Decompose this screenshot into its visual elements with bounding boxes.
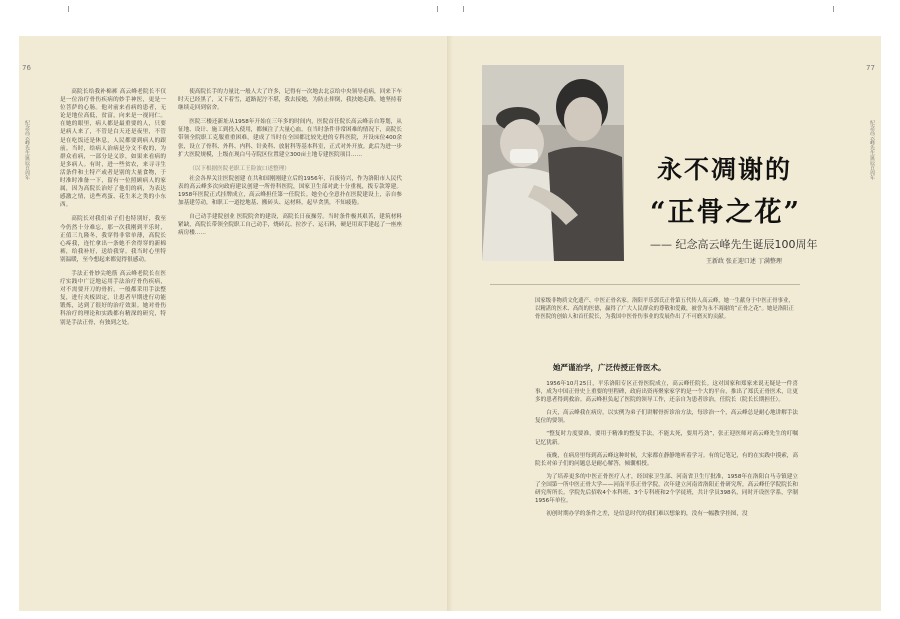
paragraph: 高院长给我补棉裤 高云峰老院长不仅是一位治疗骨伤疾病的妙手神医，更是一位菩萨的心肠。他对前来看病的患者，无论是地位高低，贫富，向来是一视同仁。在她的眼里，病人都是最重要的人，只要是病人来了，不管是白天还是夜里，不管是在吃饭还是休息，人民都要到病人的跟前。当时，给病人治病是分文不收的，为群众看病，一部分是义诊，如果来看病的是多病人。有时，进一些贫农，来寻寻生活条件和土特产或者是别的大量食物，于时准时准备一下，留有一位照顾病人的家属，因为高院长治好了他们的病，为表达感激之情，送些鸡蛋、花生米之类的小东西。 <box>60 89 166 209</box>
paragraph: 夜晚，在病房里每到高云峰这种时候，大家都在静静地听着学习。有的记笔记，有的在实践中摸索，高院长对弟子们的问题总是耐心解答，倾囊相授。 <box>535 452 798 467</box>
article-title-line-2: “正骨之花” <box>650 197 802 228</box>
paragraph: 白天，高云峰我在病房，以实例为弟子们讲解骨折诊治方法，每诊治一个，高云峰总是耐心地讲解手法复位的要领。 <box>535 410 798 425</box>
article-subtitle: —— 纪念高云峰先生诞辰100周年 <box>650 238 818 251</box>
paragraph: 1956年10月25日，平乐洛阳专区正骨医院成立，高云峰任院长。这对国家和郑家来说无疑是一件喜事，成为中国正骨史上重要的里程碑，政府出资再聚家家学的是一个大的平台，推出了郑氏正骨医术，让更多的患者得到救治。高云峰担负起了医院的领导工作，还亲自为患者诊治，任院长（院长长期担任）。 <box>535 381 798 404</box>
right-column <box>535 380 798 592</box>
author-credit: 王新政 张正迎口述 丁满整理 <box>706 258 782 265</box>
paragraph: 手法正骨妙尖绝筋 高云峰老院长在医疗实践中广泛地运用手法治疗骨伤疾病，对不需要开刀的骨折，一般都采用手法整复，进行夹板固定，让患者早期进行功能锻炼，达到了很好的治疗效果。她对骨伤科治疗的理论和实践都有精深的研究，特别是手法正骨，有独到之处。 <box>60 270 166 326</box>
paragraph: 社会各界关注医院创建 在共和国刚刚建立后的1956年，百废待兴，作为洛阳市人民代表的高云峰多次向政府建议创建一所骨科医院，国家卫生部对此十分重视，拨专款筹建。1958年医院正式挂牌成立，高云峰担任第一任院长。她全心全意扑在医院建设上，亲自参加基建劳动，和职工一道挖地基、搬砖头、运材料，起早贪黑，不知疲倦。 <box>178 175 402 207</box>
paragraph: 自己动手建院创业 医院院舍的建设，高院长日夜操劳。当时条件极其艰苦，建筑材料紧缺，高院长带领全院职工自己动手，烧砖瓦、拉沙子、运石料，硬是用双手建起了一座座病房楼…… <box>178 214 402 237</box>
paragraph: 医院三楼还新址从1958年开始在三年多的时间内，医院首任院长高云峰亲自筹划，从征地、设计、施工到投入使用，都倾注了大量心血。在当时条件非常困难的情况下，高院长带领全院职工克服重重困难，建成了当时在全国都比较先进的专科医院，开设床位400余张，设立了骨科、外科、内科、针灸科、放射科等基本科室，正式对外开放。此后为进一步扩大医院规模，上级在现白马寺院区位置建立300亩土地专建医院项目…… <box>178 119 402 158</box>
intro-lead: 国家级非物质文化遗产、中医正骨名家。洛阳平乐郭氏正骨第五代传人高云峰，她一生献身于中医正骨事业，以精湛的医术、高尚的医德，赢得了广大人民群众的尊敬和爱戴，被誉为永不凋谢的“正骨之花”。她是洛阳正骨医院的创始人和首任院长，为我国中医骨伤事业的发展作出了不可磨灭的贡献。 <box>535 298 794 320</box>
spine-shadow <box>447 36 453 611</box>
source-note: （以下根据医院老职工王险波口述整理） <box>189 165 290 172</box>
right-page-number: 77 <box>866 64 875 72</box>
left-page-number: 76 <box>22 64 31 72</box>
article-title-line-1: 永不凋谢的 <box>657 155 793 184</box>
paragraph: 为了培养更多的中医正骨医疗人才，经国家卫生部、河南省卫生厅批准，1958年在洛阳白马寺镇建立了全国第一所中医正骨大学——河南平乐正骨学院，次年建立河南省洛阳正骨研究所，高云峰任学院院长和研究所所长。学院先后招收4个本科班、3个专科班和2个学徒班，共计学员398名，同时开设医学系，学制1956年单位。 <box>535 473 798 505</box>
section-heading: 她严谨治学，广泛传授正骨医术。 <box>553 363 666 372</box>
paragraph: 初创时期办学的条件之差，是信息时代的我们难以想象的，没有一幅教学挂图，没 <box>546 511 748 518</box>
intro-divider <box>490 284 800 285</box>
paragraph: 高院长对我们弟子们也特别好，我至今仍然十分难忘，那一次我刚到平乐时，正值三九隆冬，我穿得非常单薄，高院长心疼我，连忙拿出一条她不舍得穿的新棉裤，给我补好，送给我穿。我当时心里特别温暖，至今想起来都觉得很感动。 <box>60 216 166 263</box>
left-side-label: 纪念高云峰先生诞辰百周年 <box>24 120 30 180</box>
left-column-2 <box>178 88 402 590</box>
left-column-1 <box>60 88 166 590</box>
paragraph: 使高院长手的力量比一般人大了许多，记得有一次地去北京给中央领导看病，回来下车时天已经黑了，又下着雪，道路泥泞不堪，我去接她，为防止摔倒，我扶她走路，她坚持着继续走回到宿舍。 <box>178 89 402 112</box>
paragraph: “整复时力度要准，要用于精准的整复手法，不能太死，要用巧劲”，张正迎医师对高云峰先生的叮嘱记忆犹新。 <box>535 431 798 446</box>
archival-photo <box>482 65 624 261</box>
photo-illustration <box>482 65 624 261</box>
right-side-label: 纪念高云峰先生诞辰百周年 <box>869 120 875 180</box>
